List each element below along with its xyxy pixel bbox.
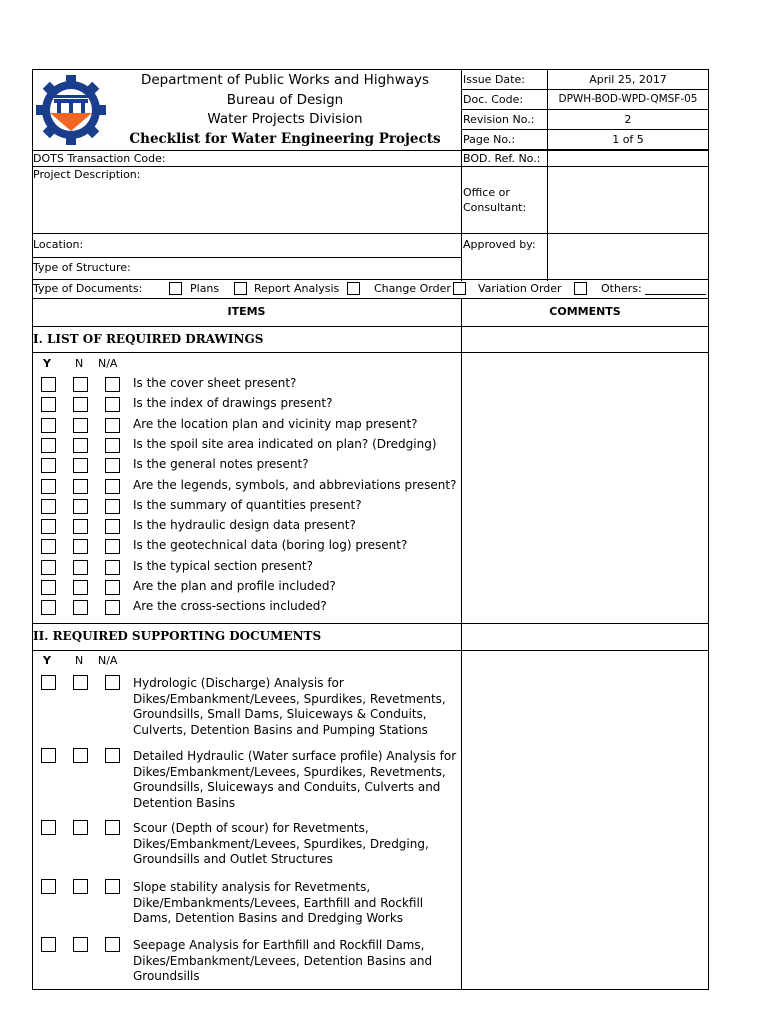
no-checkbox[interactable] xyxy=(73,377,88,392)
no-checkbox[interactable] xyxy=(73,560,88,575)
bod-ref-label: BOD. Ref. No.: xyxy=(463,152,541,165)
checklist-question: Are the cross-sections included? xyxy=(133,599,327,613)
yes-checkbox[interactable] xyxy=(41,418,56,433)
approved-by-label: Approved by: xyxy=(463,238,536,251)
col-y-header-2: Y xyxy=(43,654,51,667)
page-no-value: 1 of 5 xyxy=(612,133,644,146)
comments-column-header: COMMENTS xyxy=(549,305,621,318)
change-order-checkbox[interactable] xyxy=(347,282,360,295)
supporting-document-text: Groundsills, Sluiceways and Conduits, Culverts and xyxy=(133,780,441,794)
supporting-document-text: Detailed Hydraulic (Water surface profile) Analysis for xyxy=(133,749,457,763)
project-description-label: Project Description: xyxy=(33,168,141,181)
checklist-question: Is the spoil site area indicated on plan? (Dredging) xyxy=(133,437,437,451)
supporting-document-text: Dike/Embankments/Levees, Earthfill and Rockfill xyxy=(133,895,424,910)
dpwh-logo xyxy=(34,73,108,147)
division-name: Water Projects Division xyxy=(207,111,363,127)
revision-value: 2 xyxy=(624,113,632,126)
plans-checkbox[interactable] xyxy=(169,282,182,295)
variation-order-label: Variation Order xyxy=(478,282,562,295)
report-analysis-checkbox[interactable] xyxy=(234,282,247,295)
dots-code-label: DOTS Transaction Code: xyxy=(33,152,166,165)
issue-date-label: Issue Date: xyxy=(463,73,525,86)
office-consultant-label-1: Office or xyxy=(463,186,510,199)
supporting-document-text: Dams, Detention Basins and Dredging Works xyxy=(133,911,404,925)
na-checkbox[interactable] xyxy=(105,458,120,473)
no-checkbox[interactable] xyxy=(73,748,88,763)
yes-checkbox[interactable] xyxy=(41,397,56,412)
supporting-document-text: Dikes/Embankment/Levees, Spurdikes, Dredging, xyxy=(133,836,429,851)
no-checkbox[interactable] xyxy=(73,418,88,433)
office-consultant-label-2: Consultant: xyxy=(463,201,527,214)
yes-checkbox[interactable] xyxy=(41,937,56,952)
bod-ref-input[interactable] xyxy=(548,151,708,166)
yes-checkbox[interactable] xyxy=(41,560,56,575)
change-order-label: Change Order xyxy=(374,282,451,295)
yes-checkbox[interactable] xyxy=(41,458,56,473)
no-checkbox[interactable] xyxy=(73,479,88,494)
yes-checkbox[interactable] xyxy=(41,580,56,595)
col-n-header-2: N xyxy=(75,654,84,667)
col-y-header: Y xyxy=(43,357,51,370)
supporting-document-text: Groundsills xyxy=(133,969,200,983)
bureau-name: Bureau of Design xyxy=(226,92,344,108)
checklist-question: Is the general notes present? xyxy=(133,457,309,471)
supporting-document-text: Dikes/Embankment/Levees, Detention Basins and xyxy=(133,953,433,968)
yes-checkbox[interactable] xyxy=(41,675,56,690)
na-checkbox[interactable] xyxy=(105,377,120,392)
no-checkbox[interactable] xyxy=(73,519,88,534)
checklist-question: Is the typical section present? xyxy=(133,559,313,573)
no-checkbox[interactable] xyxy=(73,539,88,554)
department-name: Department of Public Works and Highways xyxy=(140,72,430,88)
no-checkbox[interactable] xyxy=(73,397,88,412)
checklist-question: Is the summary of quantities present? xyxy=(133,498,362,512)
checklist-question: Are the plan and profile included? xyxy=(133,579,336,593)
na-checkbox[interactable] xyxy=(105,418,120,433)
supporting-document-text: Culverts, Detention Basins and Pumping Stations xyxy=(133,722,428,737)
yes-checkbox[interactable] xyxy=(41,479,56,494)
supporting-document-text: Groundsills and Outlet Structures xyxy=(133,852,333,866)
yes-checkbox[interactable] xyxy=(41,748,56,763)
col-n-header: N xyxy=(75,357,84,370)
na-checkbox[interactable] xyxy=(105,519,120,534)
supporting-document-text: Detention Basins xyxy=(133,795,236,810)
checklist-question: Are the location plan and vicinity map present? xyxy=(133,417,418,431)
form-title: Checklist for Water Engineering Projects xyxy=(129,131,441,147)
others-input-line[interactable] xyxy=(645,294,706,295)
no-checkbox[interactable] xyxy=(73,499,88,514)
issue-date-value: April 25, 2017 xyxy=(589,73,667,86)
type-of-structure-label: Type of Structure: xyxy=(33,261,131,274)
yes-checkbox[interactable] xyxy=(41,438,56,453)
yes-checkbox[interactable] xyxy=(41,879,56,894)
na-checkbox[interactable] xyxy=(105,748,120,763)
approved-by-input[interactable] xyxy=(548,234,708,279)
na-checkbox[interactable] xyxy=(105,937,120,952)
na-checkbox[interactable] xyxy=(105,675,120,690)
no-checkbox[interactable] xyxy=(73,600,88,615)
na-checkbox[interactable] xyxy=(105,820,120,835)
na-checkbox[interactable] xyxy=(105,539,120,554)
checklist-question: Is the cover sheet present? xyxy=(133,376,297,390)
na-checkbox[interactable] xyxy=(105,479,120,494)
section1-title: I. LIST OF REQUIRED DRAWINGS xyxy=(33,332,264,346)
yes-checkbox[interactable] xyxy=(41,519,56,534)
no-checkbox[interactable] xyxy=(73,879,88,894)
location-label: Location: xyxy=(33,238,84,251)
type-of-documents-label: Type of Documents: xyxy=(33,282,143,295)
supporting-document-text: Groundsills, Small Dams, Sluiceways & Conduits, xyxy=(133,707,427,721)
no-checkbox[interactable] xyxy=(73,937,88,952)
yes-checkbox[interactable] xyxy=(41,539,56,554)
checklist-question: Is the hydraulic design data present? xyxy=(133,518,356,532)
na-checkbox[interactable] xyxy=(105,879,120,894)
section2-comments-input[interactable] xyxy=(462,651,708,989)
na-checkbox[interactable] xyxy=(105,560,120,575)
supporting-document-text: Dikes/Embankment/Levees, Spurdikes, Revetments, xyxy=(133,764,446,779)
doc-code-value: DPWH-BOD-WPD-QMSF-05 xyxy=(558,93,698,105)
others-checkbox[interactable] xyxy=(574,282,587,295)
na-checkbox[interactable] xyxy=(105,438,120,453)
no-checkbox[interactable] xyxy=(73,580,88,595)
supporting-document-text: Dikes/Embankment/Levees, Spurdikes, Revetments, xyxy=(133,691,446,706)
doc-code-label: Doc. Code: xyxy=(463,93,524,106)
checklist-question: Are the legends, symbols, and abbreviations present? xyxy=(133,478,457,492)
page-no-label: Page No.: xyxy=(463,133,516,146)
no-checkbox[interactable] xyxy=(73,675,88,690)
supporting-document-text: Slope stability analysis for Revetments, xyxy=(133,880,371,894)
revision-label: Revision No.: xyxy=(463,113,535,126)
na-checkbox[interactable] xyxy=(105,499,120,514)
supporting-document-text: Scour (Depth of scour) for Revetments, xyxy=(133,821,369,835)
yes-checkbox[interactable] xyxy=(41,377,56,392)
yes-checkbox[interactable] xyxy=(41,499,56,514)
variation-order-checkbox[interactable] xyxy=(453,282,466,295)
col-na-header: N/A xyxy=(98,357,118,370)
no-checkbox[interactable] xyxy=(73,458,88,473)
section1-comments-input[interactable] xyxy=(462,353,708,623)
others-label: Others: xyxy=(601,282,642,295)
checklist-question: Is the geotechnical data (boring log) present? xyxy=(133,538,408,552)
plans-label: Plans xyxy=(190,282,220,295)
items-column-header: ITEMS xyxy=(227,305,266,318)
checklist-question: Is the index of drawings present? xyxy=(133,396,333,410)
yes-checkbox[interactable] xyxy=(41,820,56,835)
supporting-document-text: Hydrologic (Discharge) Analysis for xyxy=(133,676,344,690)
no-checkbox[interactable] xyxy=(73,438,88,453)
col-na-header-2: N/A xyxy=(98,654,118,667)
no-checkbox[interactable] xyxy=(73,820,88,835)
na-checkbox[interactable] xyxy=(105,580,120,595)
section2-title: II. REQUIRED SUPPORTING DOCUMENTS xyxy=(33,629,322,643)
supporting-document-text: Seepage Analysis for Earthfill and Rockfill Dams, xyxy=(133,938,425,952)
office-consultant-input[interactable] xyxy=(548,167,708,233)
yes-checkbox[interactable] xyxy=(41,600,56,615)
na-checkbox[interactable] xyxy=(105,600,120,615)
report-analysis-label: Report Analysis xyxy=(254,282,340,295)
na-checkbox[interactable] xyxy=(105,397,120,412)
project-description-input[interactable] xyxy=(33,182,460,232)
